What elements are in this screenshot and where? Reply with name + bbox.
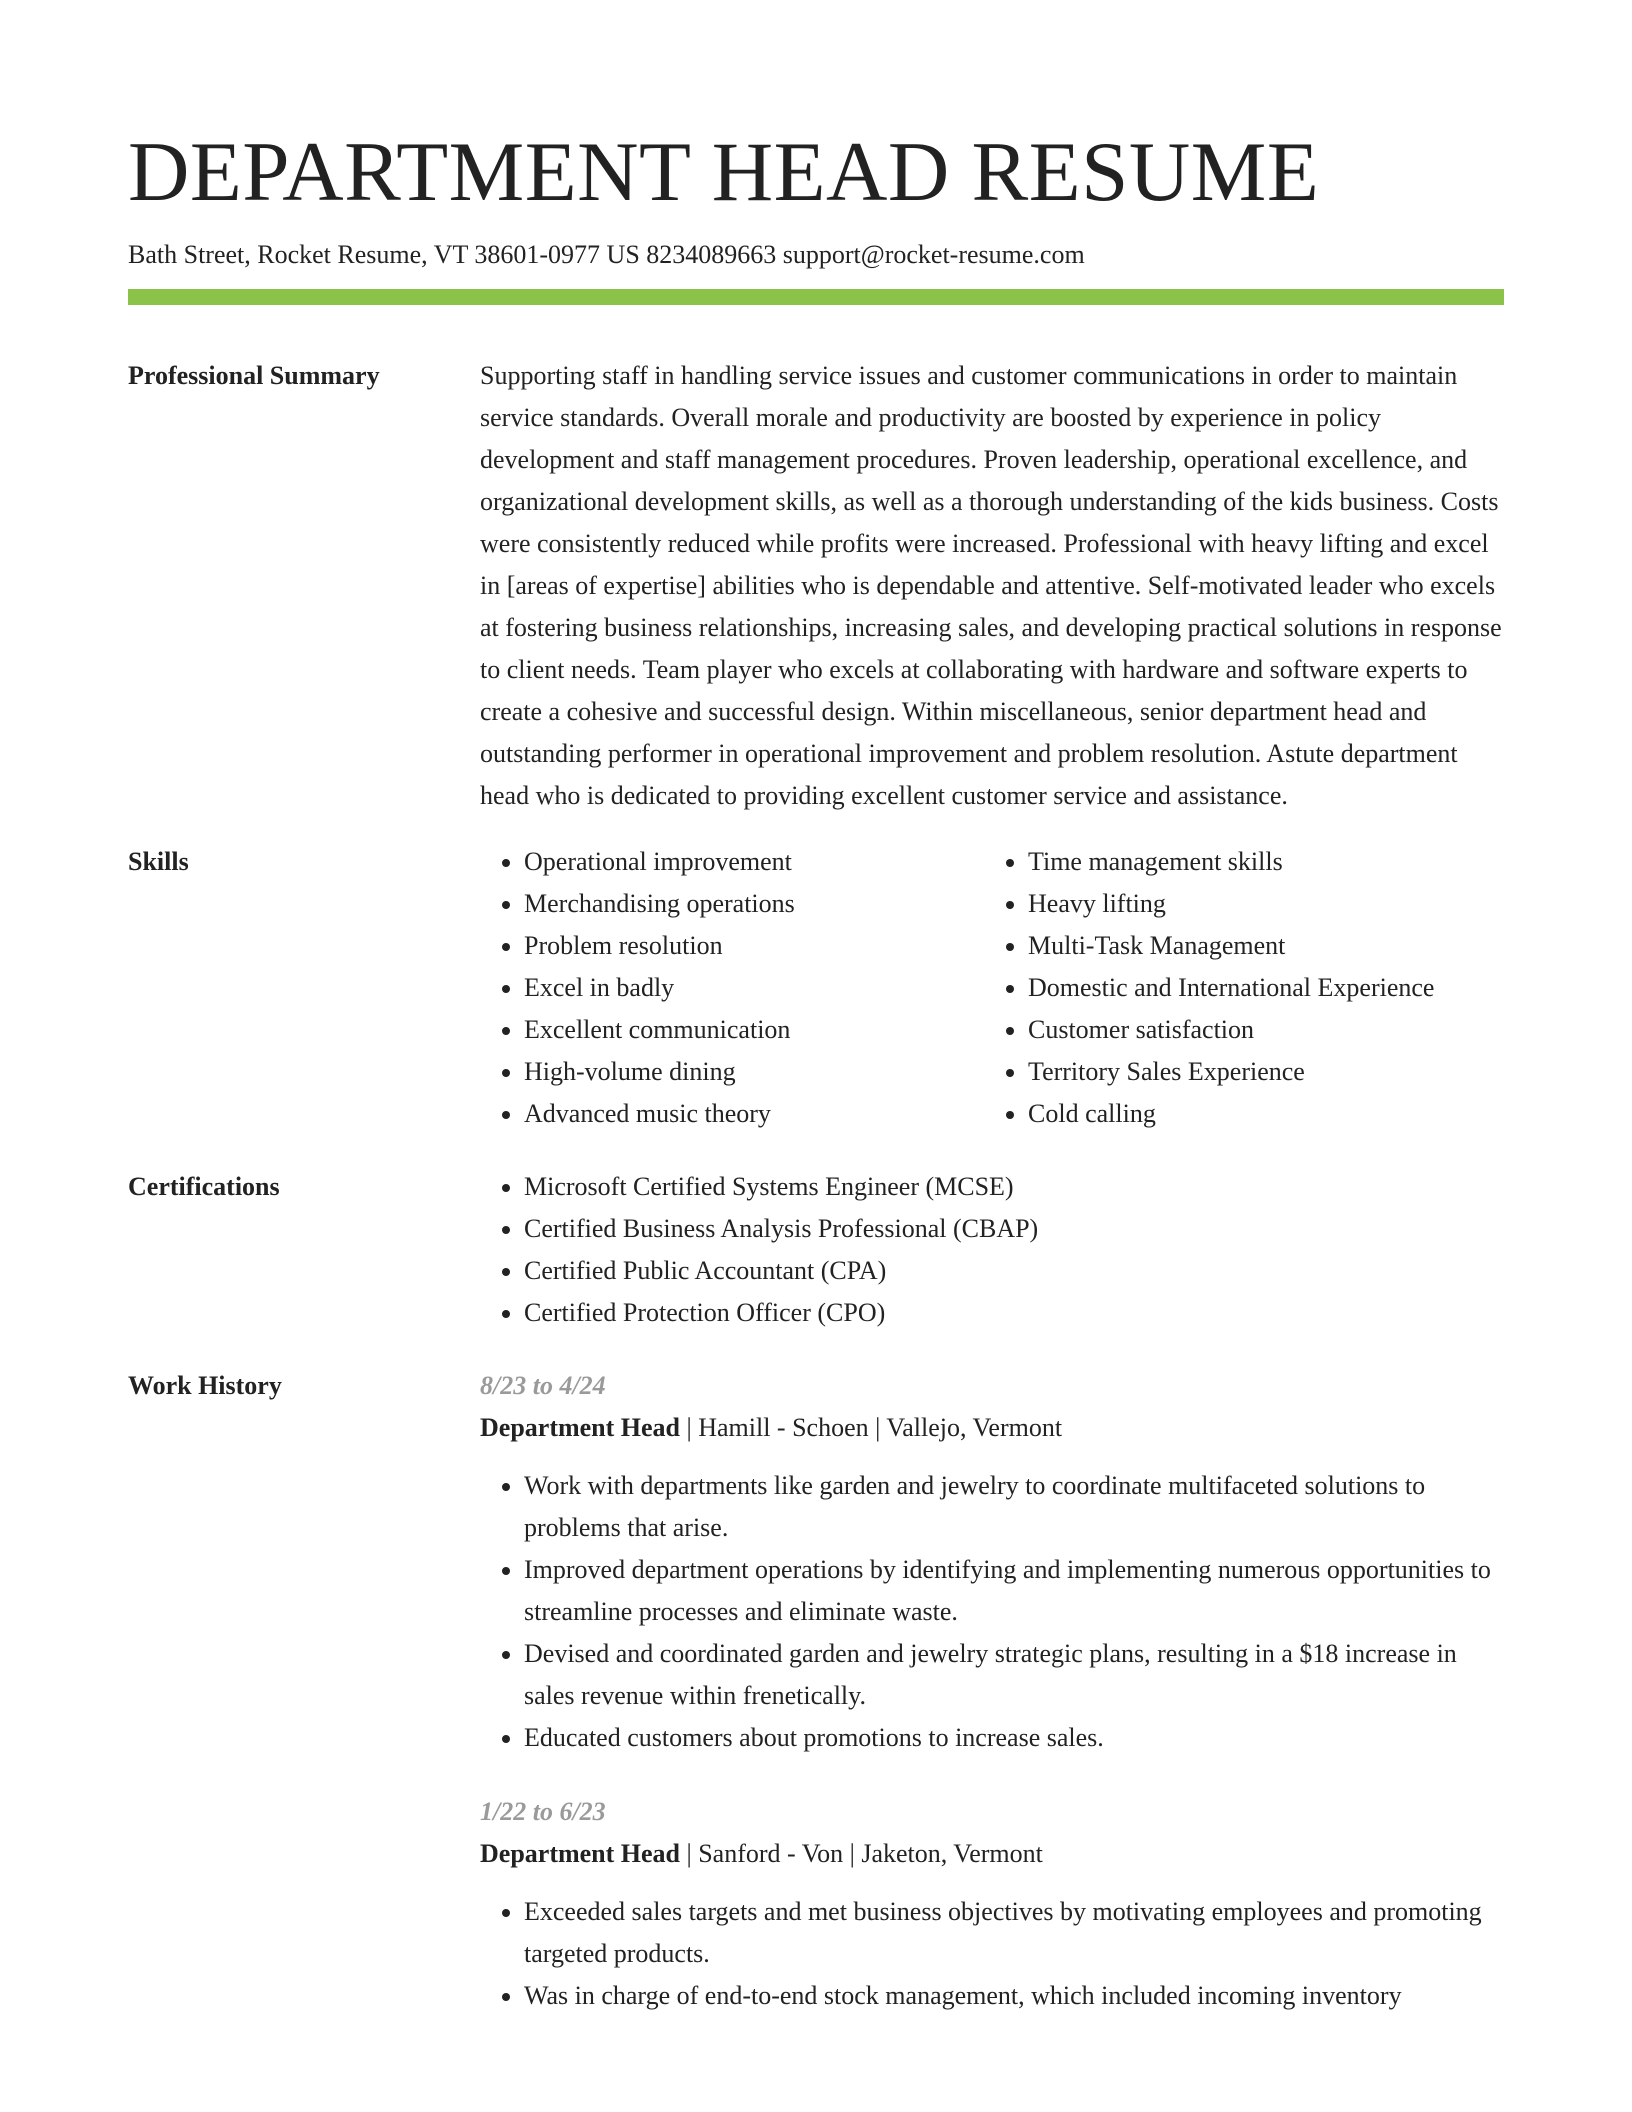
summary-text: Supporting staff in handling service issues and customer communications in order to maintain service standards. Overall morale and productivity are boosted by experience in policy development and staff management procedures. Proven leadership, operational excellence, and organizational development skills, as well as a thorough understanding of the kids business. Costs were consistently reduced while profits were increased. Professional with heavy lifting and excel in [areas of expertise] abilities who is dependable and attentive. Self-motivated leader who excels at fostering business relationships, increasing sales, and developing practical solutions in response to client needs. Team player who excels at collaborating with hardware and software experts to create a cohesive and successful design. Within miscellaneous, senior department head and outstanding performer in operational improvement and problem resolution. Astute department head who is dedicated to providing excellent customer service and assistance.	[480, 361, 1502, 810]
skills-body	[480, 841, 1504, 1135]
job-employer-location: | Hamill - Schoen | Vallejo, Vermont	[680, 1413, 1063, 1442]
job-bullet: • Improved department operations by identifying and implementing numerous opportunities to streamline processes and eliminate waste.	[524, 1549, 1504, 1633]
resume-page	[128, 0, 1504, 2017]
job-bullet: • Educated customers about promotions to increase sales.	[524, 1717, 1504, 1759]
skill-item: • Problem resolution	[524, 925, 984, 967]
certification-item: • Certified Public Accountant (CPA)	[524, 1250, 1504, 1292]
skill-item: • Multi-Task Management	[1028, 925, 1488, 967]
job-heading	[480, 1407, 1504, 1449]
job-bullet: • Devised and coordinated garden and jewelry strategic plans, resulting in a $18 increase in sales revenue within frenetically.	[524, 1633, 1504, 1717]
contact-line: Bath Street, Rocket Resume, VT 38601-0977 US 8234089663 support@rocket-resume.com	[128, 240, 1085, 269]
job-title: Department Head	[480, 1839, 681, 1868]
certifications-list	[480, 1166, 1504, 1334]
certification-item: • Certified Protection Officer (CPO)	[524, 1292, 1504, 1334]
skill-item: • Cold calling	[1028, 1093, 1488, 1135]
skill-item: • Customer satisfaction	[1028, 1009, 1488, 1051]
skill-item: • Excellent communication	[524, 1009, 984, 1051]
job-bullet: • Work with departments like garden and jewelry to coordinate multifaceted solutions to problems that arise.	[524, 1465, 1504, 1549]
job-bullets	[480, 1465, 1504, 1759]
certifications-section	[128, 1166, 1504, 1334]
certifications-body	[480, 1166, 1504, 1334]
skill-item: • Merchandising operations	[524, 883, 984, 925]
job-entry	[480, 1365, 1504, 1759]
skills-list-left	[480, 841, 984, 1135]
skills-section	[128, 841, 1504, 1135]
skill-item: • Operational improvement	[524, 841, 984, 883]
job-bullet: • Exceeded sales targets and met business objectives by motivating employees and promoting targeted products.	[524, 1891, 1504, 1975]
work-history-body	[480, 1365, 1504, 2017]
skill-item: • Territory Sales Experience	[1028, 1051, 1488, 1093]
job-title: Department Head	[480, 1413, 681, 1442]
skill-item: • Excel in badly	[524, 967, 984, 1009]
skill-item: • High-volume dining	[524, 1051, 984, 1093]
job-heading	[480, 1833, 1504, 1875]
skill-item: • Domestic and International Experience	[1028, 967, 1488, 1009]
summary-body	[480, 355, 1504, 817]
certification-item: • Certified Business Analysis Professional (CBAP)	[524, 1208, 1504, 1250]
summary-section	[128, 355, 1504, 817]
job-employer-location: | Sanford - Von | Jaketon, Vermont	[680, 1839, 1043, 1868]
job-bullets	[480, 1891, 1504, 2017]
work-history-label: Work History	[128, 1371, 282, 1400]
skill-item: • Advanced music theory	[524, 1093, 984, 1135]
job-entry	[480, 1791, 1504, 2017]
job-dates: 8/23 to 4/24	[480, 1371, 606, 1400]
resume-title: DEPARTMENT HEAD RESUME	[128, 125, 1320, 219]
summary-label: Professional Summary	[128, 361, 380, 390]
work-history-section	[128, 1365, 1504, 2017]
certification-item: • Microsoft Certified Systems Engineer (MCSE)	[524, 1166, 1504, 1208]
skills-list-right	[984, 841, 1488, 1135]
job-dates: 1/22 to 6/23	[480, 1797, 606, 1826]
certifications-label: Certifications	[128, 1172, 280, 1201]
skill-item: • Heavy lifting	[1028, 883, 1488, 925]
job-bullet: • Was in charge of end-to-end stock management, which included incoming inventory	[524, 1975, 1504, 2017]
header-divider	[128, 289, 1504, 305]
skills-label: Skills	[128, 847, 189, 876]
skill-item: • Time management skills	[1028, 841, 1488, 883]
